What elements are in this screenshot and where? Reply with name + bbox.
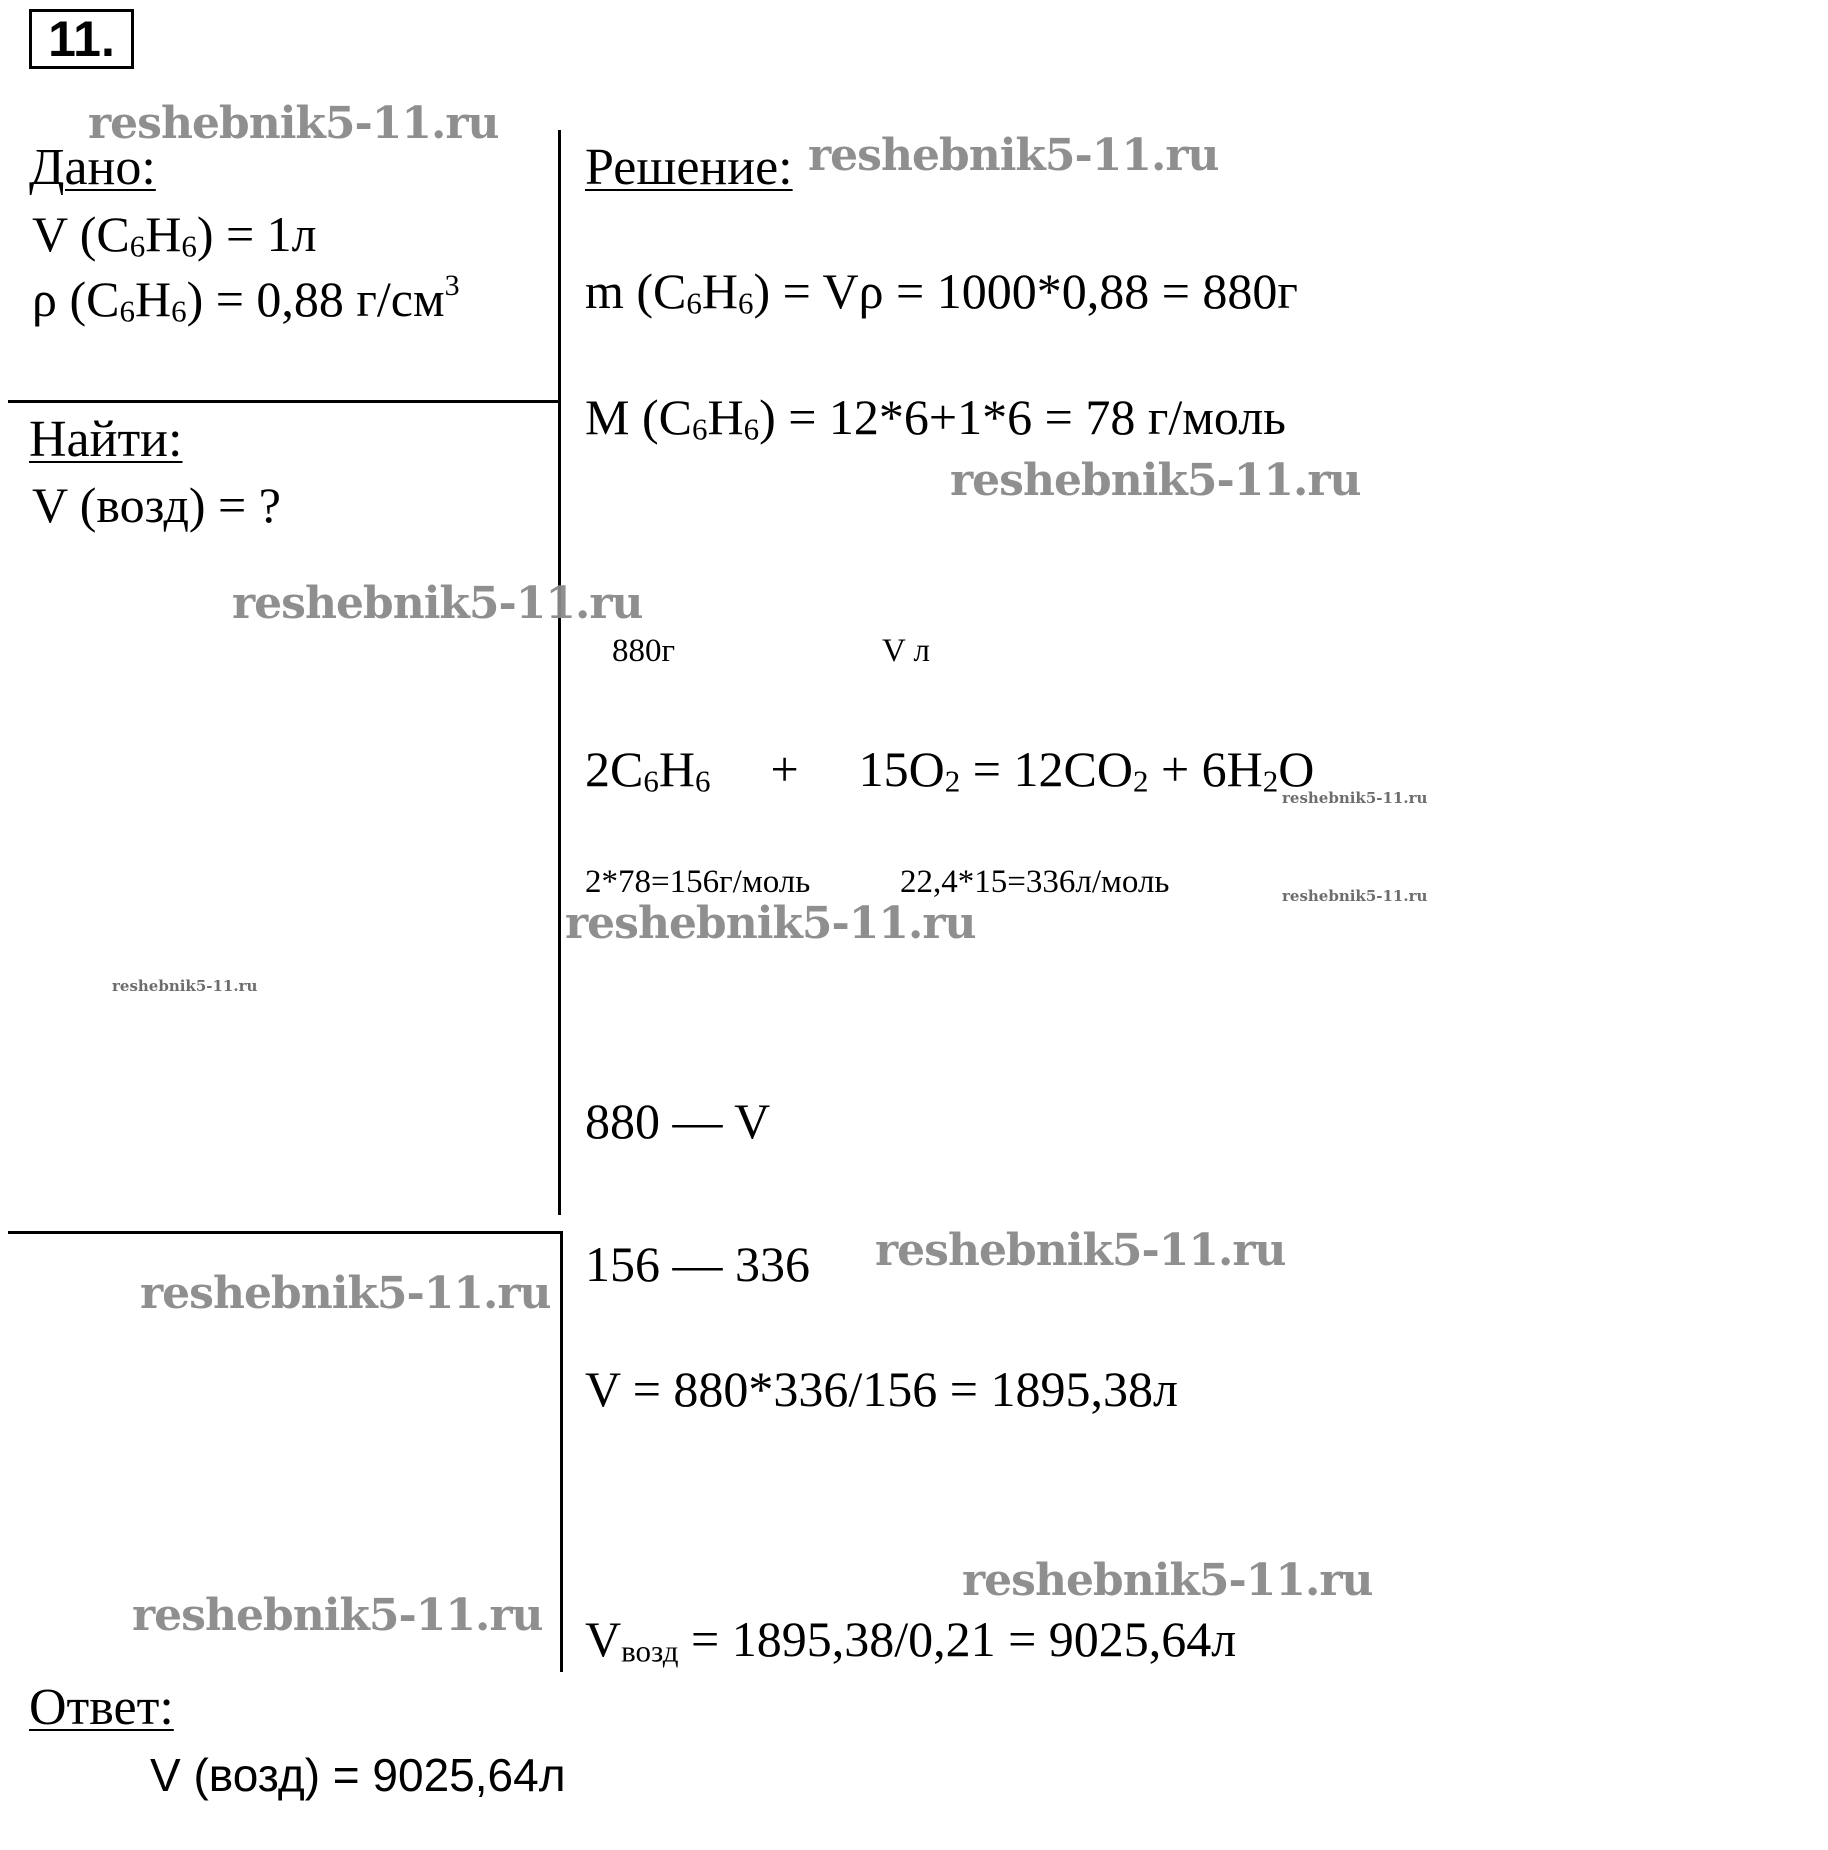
molar-mass-below: 2*78=156г/моль — [585, 864, 811, 900]
proportion-line-2: 156 — 336 — [585, 1236, 810, 1292]
watermark: reshebnik5-11.ru — [962, 1555, 1373, 1606]
given-find-divider — [8, 400, 560, 403]
proportion-line-1: 880 — V — [585, 1093, 771, 1149]
vertical-divider-bottom — [560, 1232, 563, 1672]
problem-number: 11. — [29, 9, 134, 69]
solution-heading: Решение: — [585, 139, 793, 196]
watermark: reshebnik5-11.ru — [1282, 789, 1428, 807]
find-line: V (возд) = ? — [32, 477, 281, 533]
watermark: reshebnik5-11.ru — [232, 578, 643, 629]
watermark: reshebnik5-11.ru — [950, 455, 1361, 506]
air-volume-result: $V_{возд} = 1895,38/0,21 = 9025,64л$ — [585, 1611, 1237, 1669]
find-heading: Найти: — [29, 411, 183, 468]
given-heading: Дано: — [29, 139, 156, 196]
mass-above-benzene: 880г — [612, 633, 676, 669]
watermark: reshebnik5-11.ru — [140, 1268, 551, 1319]
molar-volume-below: 22,4*15=336л/моль — [900, 864, 1170, 900]
watermark: reshebnik5-11.ru — [565, 898, 976, 949]
given-density: ρ $(C_6H_6) = 0,88$ $г/см^3$ — [32, 269, 460, 329]
answer-line: V (возд) = 9025,64л — [150, 1749, 566, 1801]
volume-above-oxygen: V л — [882, 633, 930, 669]
mass-line: m $(C_6H_6) = V\rho = 1000*0,88 = 880г$ — [585, 263, 1298, 321]
molar-mass-line: M $(C_6H_6) = 12*6+1*6 = 78$ г/моль — [585, 389, 1286, 447]
reaction-equation: $2C_6H_6 + 15O_2 = 12CO_2 + 6H_2O$ — [585, 741, 1315, 799]
watermark: reshebnik5-11.ru — [88, 98, 499, 149]
watermark: reshebnik5-11.ru — [875, 1225, 1286, 1276]
vertical-divider-top — [558, 130, 561, 1215]
volume-result: V = 880*336/156 = 1895,38л — [585, 1361, 1178, 1417]
given-volume: V $(C_6H_6) = 1л$ — [32, 206, 317, 264]
watermark: reshebnik5-11.ru — [808, 130, 1219, 181]
answer-heading: Ответ: — [29, 1679, 174, 1736]
watermark: reshebnik5-11.ru — [1282, 887, 1428, 905]
watermark: reshebnik5-11.ru — [132, 1590, 543, 1641]
watermark: reshebnik5-11.ru — [112, 977, 258, 995]
find-answer-divider — [8, 1231, 563, 1234]
